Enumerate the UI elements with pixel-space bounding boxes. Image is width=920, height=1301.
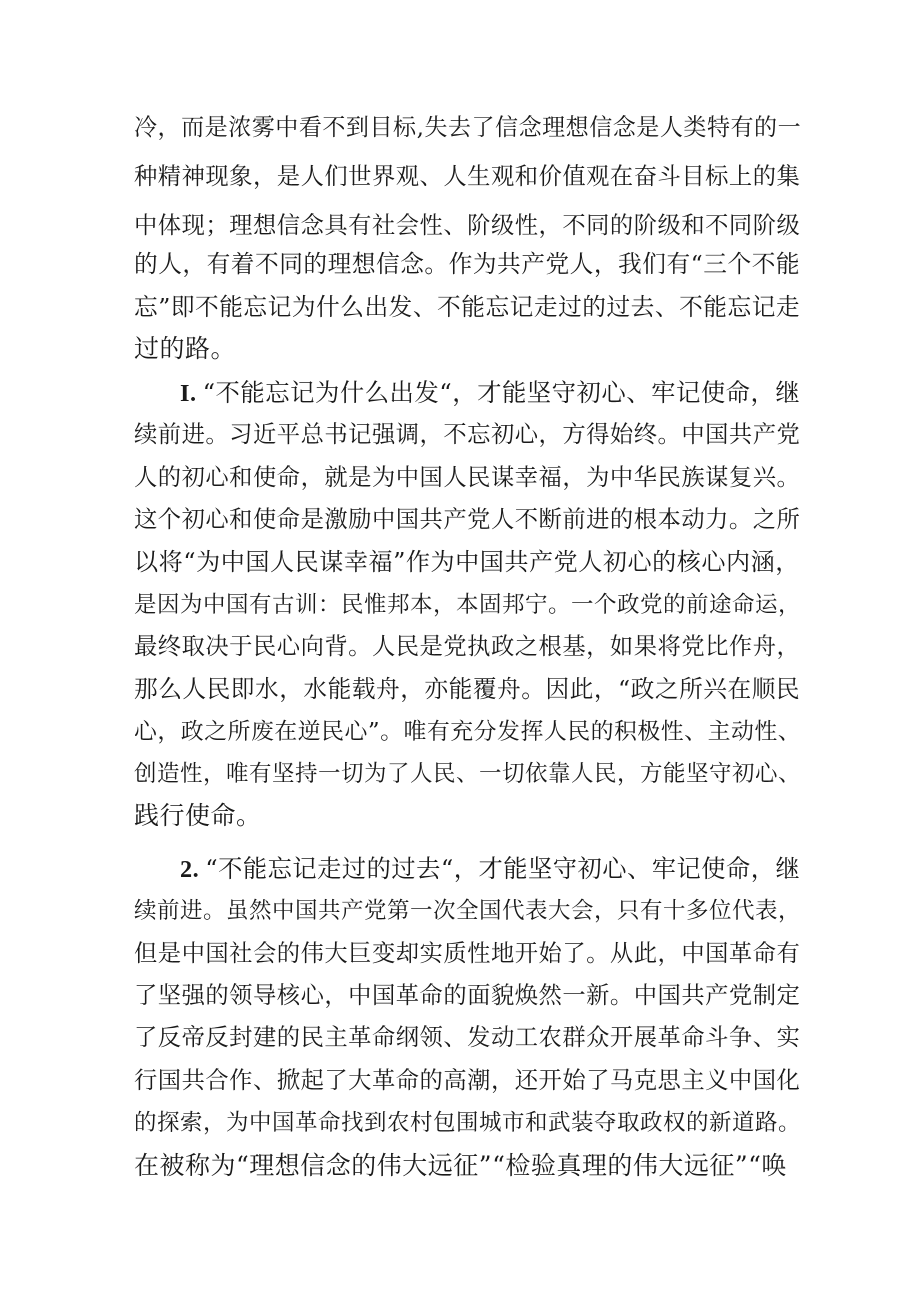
paragraph-1-line-5: 忘”即不能忘记为什么出发、不能忘记走过的过去、不能忘记走 [134,293,801,321]
paragraph-3-line-7: 的探索，为中国革命找到农村包围城市和武装夺取政权的新道路。 [134,1110,802,1136]
paragraph-2-line-5: 以将“为中国人民谋幸福”作为中国共产党人初心的核心内涵， [134,548,800,576]
list-marker-1: I. [180,380,197,407]
paragraph-3-line-6: 行国共合作、掀起了大革命的高潮，还开始了马克思主义中国化 [134,1067,801,1094]
paragraph-2-line-4: 这个初心和使命是激励中国共产党人不断前进的根本动力。之所 [134,506,801,533]
paragraph-3-line-5: 了反帝反封建的民主革命纲领、发动工农群众开展革命斗争、实 [134,1024,801,1051]
paragraph-1-line-1: 冷，而是浓雾中看不到目标,失去了信念理想信念是人类特有的一 [134,115,802,141]
paragraph-1-line-4: 的人，有着不同的理想信念。作为共产党人，我们有“三个不能 [134,250,801,278]
paragraph-2-first-line [180,373,800,413]
paragraph-2-line-1: “不能忘记为什么出发“，才能坚守初心、牢记使命，继 [202,378,801,407]
paragraph-1-line-6: 过的路。 [134,334,237,363]
paragraph-2-line-6: 是因为中国有古训：民惟邦本，本固邦宁。一个政党的前途命运， [134,592,802,618]
list-marker-2: 2. [180,856,200,883]
paragraph-2-line-9: 心，政之所废在逆民心”。唯有充分发挥人民的积极性、主动性、 [134,719,802,745]
paragraph-2-line-3: 人的初心和使命，就是为中国人民谋幸福，为中华民族谋复兴。 [134,464,801,491]
paragraph-3-line-8: 在被称为“理想信念的伟大远征”“检验真理的伟大远征”“唤 [134,1151,787,1180]
paragraph-2-line-11: 践行使命。 [134,801,262,830]
paragraph-3-first-line [180,849,800,889]
paragraph-1-line-3: 中体现；理想信念具有社会性、阶级性，不同的阶级和不同阶级 [134,212,801,239]
paragraph-2-line-10: 创造性，唯有坚持一切为了人民、一切依靠人民，方能坚守初心、 [134,761,802,787]
paragraph-2-line-8: 那么人民即水，水能载舟，亦能覆舟。因此，“政之所兴在顺民 [134,675,801,703]
paragraph-3-line-1: “不能忘记走过的过去“，才能坚守初心、牢记使命，继 [205,854,801,883]
paragraph-1-line-2: 种精神现象，是人们世界观、人生观和价值观在奋斗目标上的集 [134,163,801,190]
paragraph-3-line-3: 但是中国社会的伟大巨变却实质性地开始了。从此，中国革命有 [134,940,801,967]
paragraph-2-line-2: 续前进。习近平总书记强调，不忘初心，方得始终。中国共产党 [134,421,801,448]
paragraph-2-line-7: 最终取决于民心向背。人民是党执政之根基，如果将党比作舟， [134,633,801,660]
paragraph-3-line-4: 了坚强的领导核心，中国革命的面貌焕然一新。中国共产党制定 [134,982,801,1009]
paragraph-3-line-2: 续前进。虽然中国共产党第一次全国代表大会，只有十多位代表， [134,898,802,924]
